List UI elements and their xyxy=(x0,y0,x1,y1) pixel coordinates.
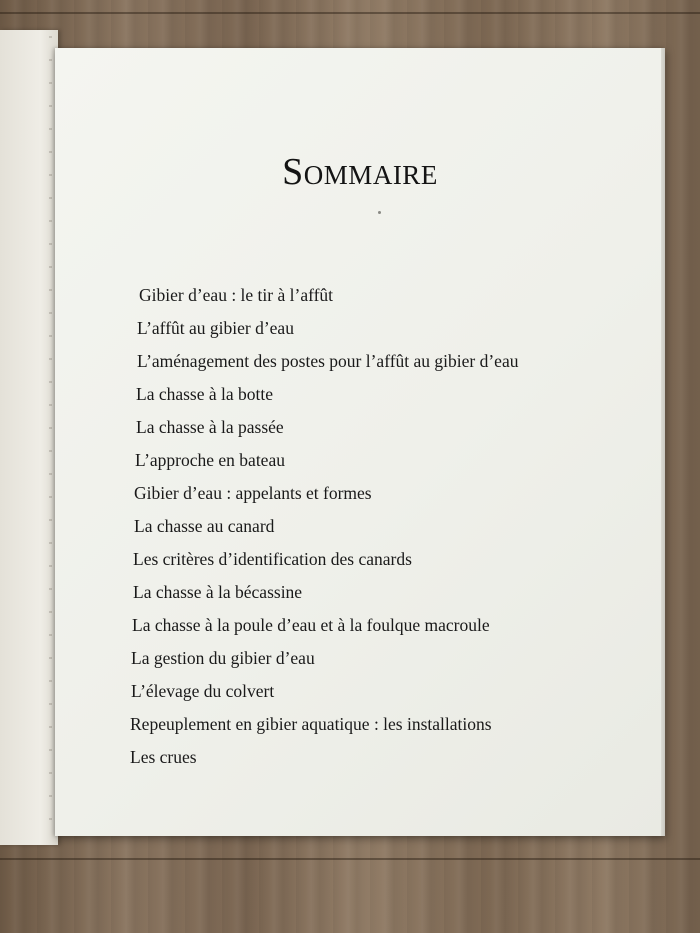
binding-perforation xyxy=(49,36,52,836)
toc-item: La chasse à la bécassine xyxy=(133,582,303,602)
page-right-edge xyxy=(661,48,665,836)
toc-item: La chasse à la poule d’eau et à la foulque macroule xyxy=(132,615,490,635)
toc-item: L’affût au gibier d’eau xyxy=(137,318,294,338)
toc-item: La chasse au canard xyxy=(134,516,275,536)
paper-speck xyxy=(378,211,381,214)
board-seam xyxy=(0,12,700,14)
toc-item: La chasse à la botte xyxy=(136,384,274,404)
toc-item: Les crues xyxy=(130,747,197,767)
book-page xyxy=(55,48,665,836)
toc-item: Gibier d’eau : appelants et formes xyxy=(134,483,372,503)
toc-item: Repeuplement en gibier aquatique : les installations xyxy=(130,714,492,734)
toc-item: L’approche en bateau xyxy=(135,450,285,470)
page-title: Sommaire xyxy=(282,151,438,193)
toc-item: Gibier d’eau : le tir à l’affût xyxy=(139,285,334,305)
toc-item: Les critères d’identification des canards xyxy=(133,549,412,569)
toc-item: La chasse à la passée xyxy=(136,417,284,437)
toc-item: L’aménagement des postes pour l’affût au gibier d’eau xyxy=(137,351,519,371)
toc-item: La gestion du gibier d’eau xyxy=(131,648,315,668)
board-seam xyxy=(0,858,700,860)
toc-item: L’élevage du colvert xyxy=(131,681,275,701)
